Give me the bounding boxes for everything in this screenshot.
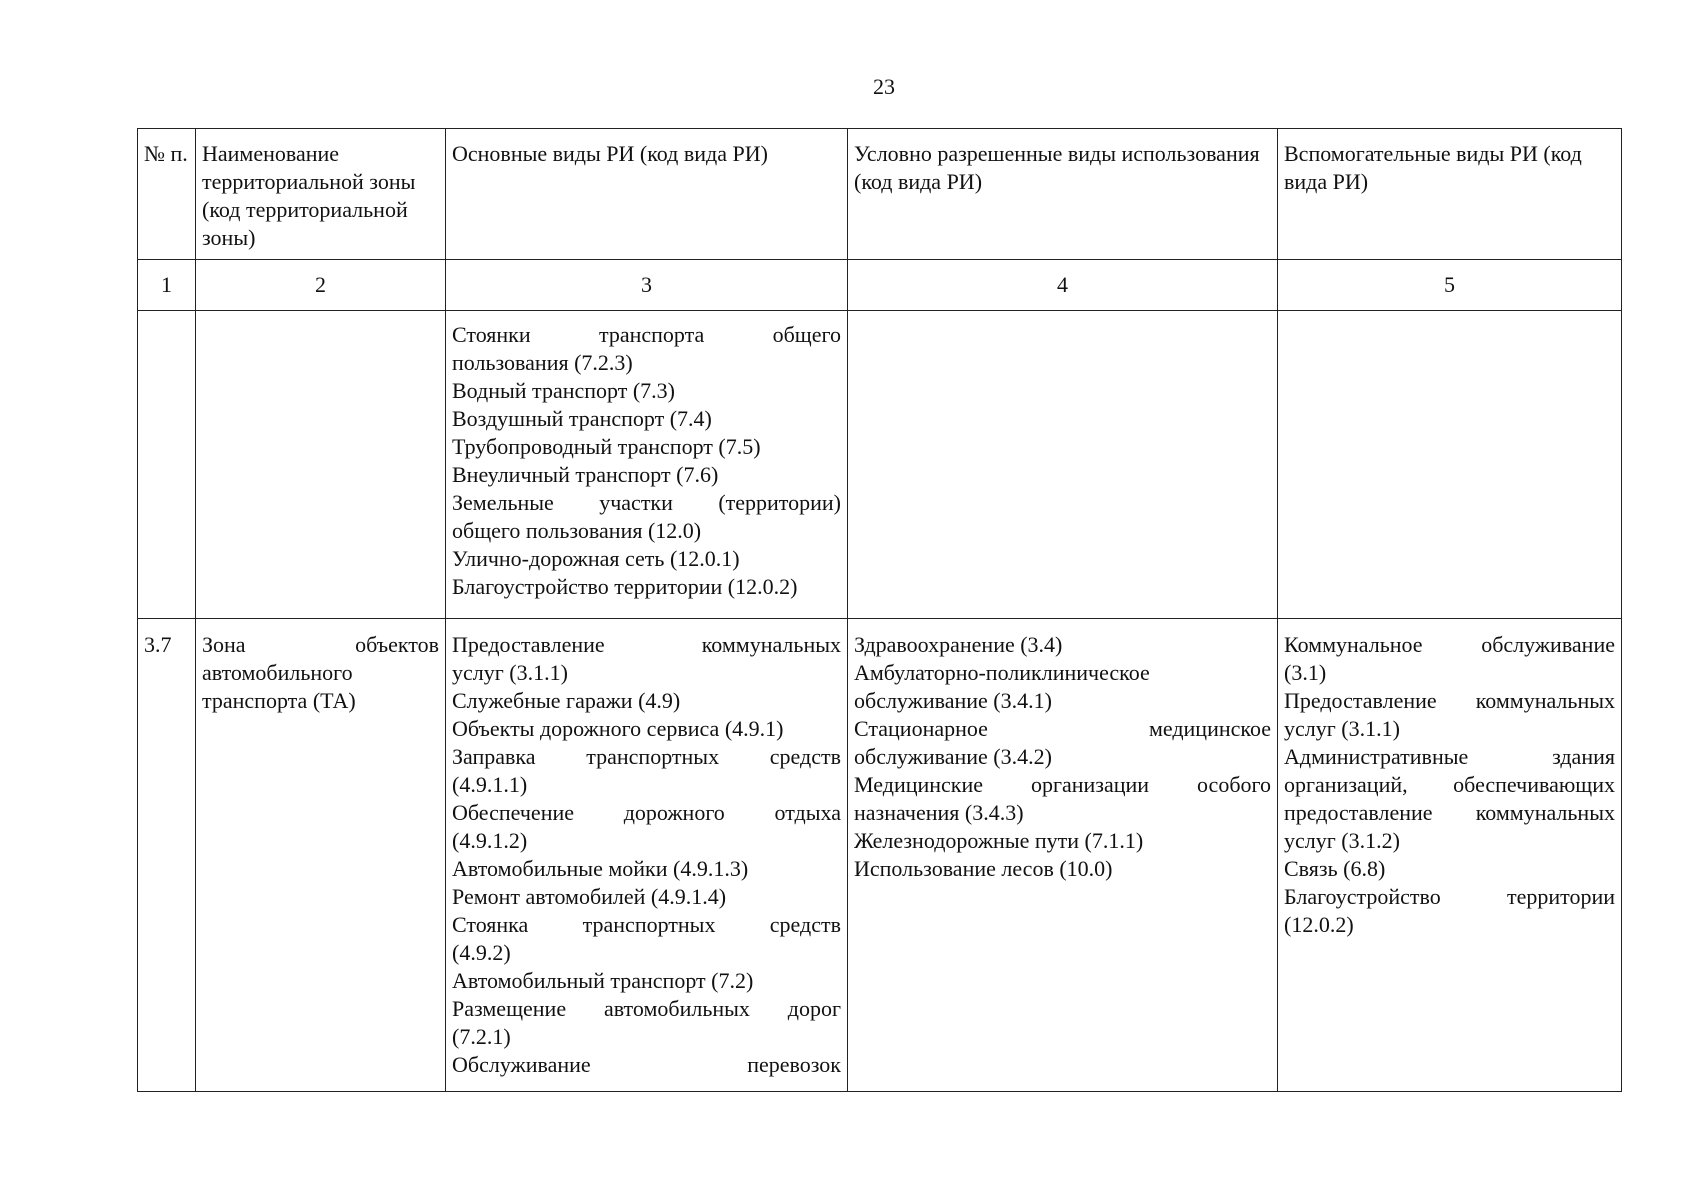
- cell-text-line: Воздушный транспорт (7.4): [452, 406, 712, 431]
- conditional-uses-cell: [848, 619, 1278, 1092]
- cell-text-line: Железнодорожные пути (7.1.1): [854, 828, 1144, 853]
- cell-text-line: Размещение автомобильных дорог: [452, 996, 841, 1021]
- cell-text-line: предоставление коммунальных: [1284, 800, 1615, 825]
- cell-text-line: Внеуличный транспорт (7.6): [452, 462, 719, 487]
- cell-text-line: назначения (3.4.3): [854, 800, 1024, 825]
- cell-text-line: Использование лесов (10.0): [854, 856, 1113, 881]
- cell-text-line: обслуживание (3.4.1): [854, 688, 1052, 713]
- cell-text-line: Стоянки транспорта общего: [452, 322, 841, 347]
- cell-text-line: Заправка транспортных средств: [452, 744, 841, 769]
- cell-text-line: (3.1): [1284, 660, 1327, 685]
- cell-text-line: (4.9.2): [452, 940, 511, 965]
- column-number-row: [138, 260, 1622, 311]
- cell-text-line: услуг (3.1.1): [1284, 716, 1400, 741]
- cell-text-line: Здравоохранение (3.4): [854, 632, 1063, 657]
- cell-text-line: Зона объектов: [202, 632, 439, 657]
- row-number-cell: 3.7: [138, 619, 196, 1092]
- land-use-regulations-table: [137, 128, 1622, 1092]
- cell-text-line: Трубопроводный транспорт (7.5): [452, 434, 761, 459]
- cell-text-line: Административные здания: [1284, 744, 1615, 769]
- cell-text-line: Амбулаторно-поликлиническое: [854, 660, 1150, 685]
- cell-text-line: Улично-дорожная сеть (12.0.1): [452, 546, 740, 571]
- cell-text-line: Земельные участки (территории): [452, 490, 841, 515]
- cell-text-line: Стоянка транспортных средств: [452, 912, 841, 937]
- cell-text-line: Предоставление коммунальных: [452, 632, 841, 657]
- cell-text-line: Автомобильные мойки (4.9.1.3): [452, 856, 749, 881]
- header-cell-main-uses: Основные виды РИ (код вида РИ): [446, 129, 848, 260]
- cell-text-line: Благоустройство территории: [1284, 884, 1615, 909]
- column-number: 5: [1278, 260, 1622, 311]
- header-cell-zone-name: Наименование территориальной зоны (код территориальной зоны): [196, 129, 446, 260]
- cell-text-line: Обеспечение дорожного отдыха: [452, 800, 841, 825]
- cell-text-line: услуг (3.1.1): [452, 660, 568, 685]
- header-cell-conditional-uses: Условно разрешенные виды использования (код вида РИ): [848, 129, 1278, 260]
- cell-text-line: Водный транспорт (7.3): [452, 378, 675, 403]
- cell-text-line: Стационарное медицинское: [854, 716, 1271, 741]
- cell-text-line: Объекты дорожного сервиса (4.9.1): [452, 716, 784, 741]
- header-cell-auxiliary-uses: Вспомогательные виды РИ (код вида РИ): [1278, 129, 1622, 260]
- cell-text-line: Коммунальное обслуживание: [1284, 632, 1615, 657]
- table-header-row: [138, 129, 1622, 260]
- table-row: [138, 619, 1622, 1092]
- cell-text-line: Ремонт автомобилей (4.9.1.4): [452, 884, 727, 909]
- auxiliary-uses-cell: [1278, 619, 1622, 1092]
- main-uses-cell: [446, 311, 848, 619]
- cell-text-line: Автомобильный транспорт (7.2): [452, 968, 754, 993]
- cell-text-line: обслуживание (3.4.2): [854, 744, 1052, 769]
- column-number: 4: [848, 260, 1278, 311]
- conditional-uses-cell: [848, 311, 1278, 619]
- column-number: 2: [196, 260, 446, 311]
- cell-text-line: общего пользования (12.0): [452, 518, 702, 543]
- cell-text-line: автомобильного: [202, 660, 353, 685]
- cell-text-line: Обслуживание перевозок: [452, 1052, 841, 1077]
- table-row: [138, 311, 1622, 619]
- cell-text-line: (4.9.1.2): [452, 828, 528, 853]
- column-number: 1: [138, 260, 196, 311]
- cell-text-line: (7.2.1): [452, 1024, 511, 1049]
- main-uses-cell: [446, 619, 848, 1092]
- cell-text-line: организаций, обеспечивающих: [1284, 772, 1615, 797]
- header-cell-number: № п.: [138, 129, 196, 260]
- column-number: 3: [446, 260, 848, 311]
- zone-name-cell: [196, 311, 446, 619]
- cell-text-line: Благоустройство территории (12.0.2): [452, 574, 798, 599]
- cell-text-line: услуг (3.1.2): [1284, 828, 1400, 853]
- cell-text-line: Служебные гаражи (4.9): [452, 688, 681, 713]
- cell-text-line: Связь (6.8): [1284, 856, 1386, 881]
- cell-text-line: транспорта (ТА): [202, 688, 356, 713]
- cell-text-line: Предоставление коммунальных: [1284, 688, 1615, 713]
- cell-text-line: (12.0.2): [1284, 912, 1354, 937]
- auxiliary-uses-cell: [1278, 311, 1622, 619]
- page-number: 23: [873, 74, 895, 99]
- row-number-cell: [138, 311, 196, 619]
- cell-text-line: (4.9.1.1): [452, 772, 528, 797]
- cell-text-line: Медицинские организации особого: [854, 772, 1271, 797]
- cell-text-line: пользования (7.2.3): [452, 350, 633, 375]
- zone-name-cell: [196, 619, 446, 1092]
